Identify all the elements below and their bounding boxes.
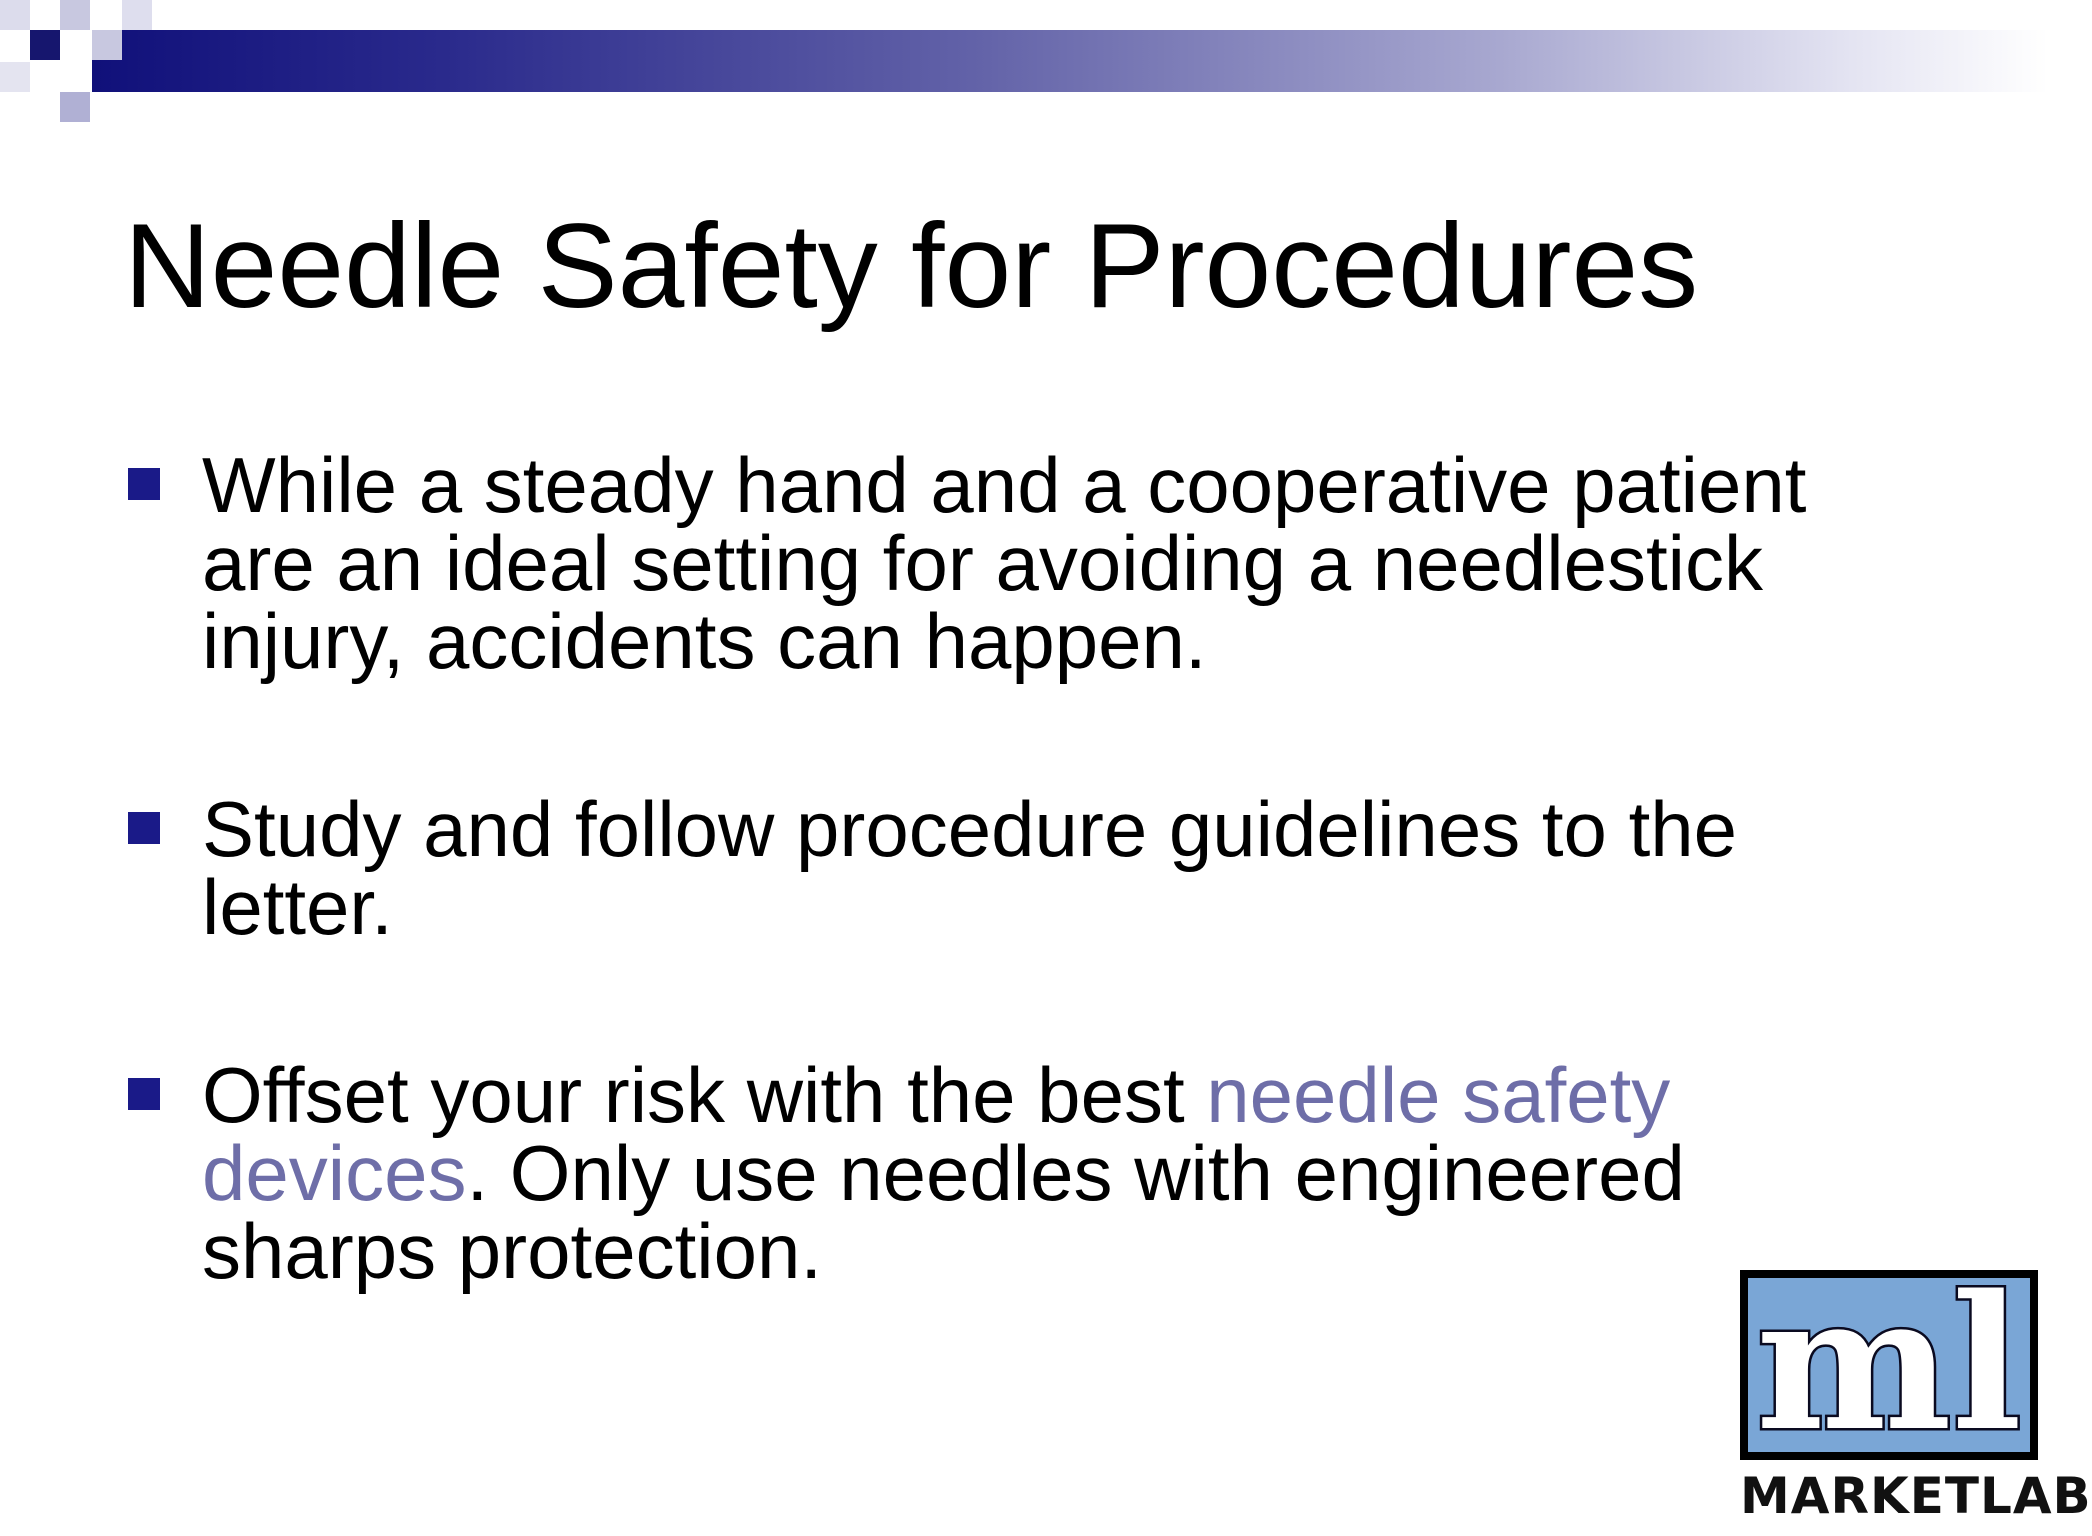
- bullet-text: Study and follow procedure guidelines to the letter.: [202, 785, 1738, 951]
- bullet-text-after: . Only use needles with engineered sharps protection.: [202, 1129, 1685, 1295]
- header-decor-square: [30, 30, 60, 60]
- square-bullet-icon: [128, 468, 160, 500]
- bullet-text: While a steady hand and a cooperative patient are an ideal setting for avoiding a needlestick injury, accidents can happen.: [202, 441, 1807, 685]
- slide-title: Needle Safety for Procedures: [124, 199, 1699, 333]
- header-decor-square: [122, 0, 152, 30]
- bullet-item: [124, 441, 1884, 685]
- bullet-list: [124, 441, 1884, 1400]
- logo-frame: [1740, 1254, 2038, 1472]
- header-decor-square: [60, 92, 90, 122]
- header-decor-square: [30, 62, 60, 92]
- bullet-text-before: Offset your risk with the best: [202, 1051, 1207, 1139]
- square-bullet-icon: [128, 1078, 160, 1110]
- logo-mark-text: ml: [1755, 1254, 2023, 1472]
- needle-safety-devices-link[interactable]: needle safety devices: [202, 1051, 1671, 1217]
- square-bullet-icon: [128, 812, 160, 844]
- header-decor-square: [0, 62, 30, 92]
- bullet-item: [124, 1051, 1884, 1295]
- bullet-item: [124, 785, 1884, 951]
- marketlab-logo: [1740, 1254, 2092, 1530]
- bullet-text: [202, 1051, 1685, 1295]
- header-decor-square: [92, 30, 122, 60]
- header-decor-square: [0, 0, 30, 30]
- header-gradient-band: [92, 30, 2048, 92]
- ml-logo-mark: [1748, 1254, 2030, 1472]
- header-decor-square: [60, 0, 90, 30]
- logo-wordmark: MARKETLAB: [1740, 1467, 2092, 1525]
- logo-background: [1748, 1254, 2030, 1472]
